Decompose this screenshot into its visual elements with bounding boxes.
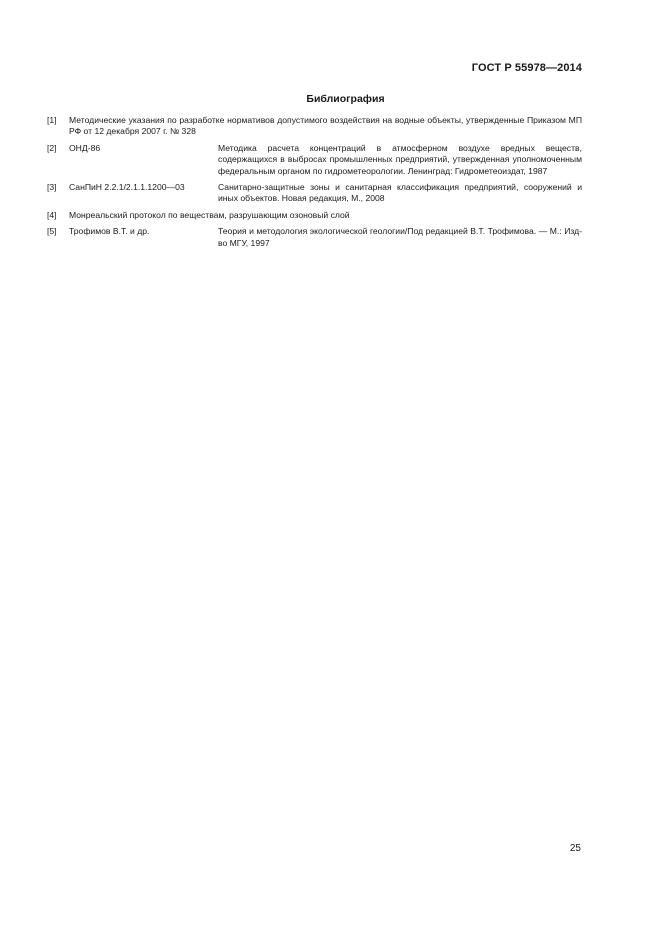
bibliography-item bbox=[47, 115, 582, 138]
reference-number: [4] bbox=[47, 209, 57, 220]
reference-number: [5] bbox=[47, 226, 57, 237]
standard-code: ГОСТ Р 55978—2014 bbox=[471, 62, 582, 74]
reference-number: [3] bbox=[47, 182, 57, 193]
reference-text: Монреальский протокол по веществам, разрушающим озоновый слой bbox=[69, 209, 350, 220]
reference-number: [2] bbox=[47, 142, 57, 153]
bibliography-item bbox=[47, 182, 582, 205]
bibliography-item bbox=[47, 143, 582, 177]
reference-number: [1] bbox=[47, 115, 57, 125]
page-title: Библиография bbox=[306, 93, 385, 105]
bibliography-item bbox=[47, 210, 582, 221]
bibliography-item bbox=[47, 226, 582, 249]
reference-author: СанПиН 2.2.1/2.1.1.1200—03 bbox=[69, 182, 185, 193]
reference-author: Трофимов В.Т. и др. bbox=[69, 226, 150, 237]
reference-author: ОНД-86 bbox=[69, 142, 101, 153]
reference-text: Санитарно-защитные зоны и санитарная классификация предприятий, сооружений и иных объектов. Новая редакция, М., 2008 bbox=[218, 182, 582, 204]
reference-text: Методические указания по разработке нормативов допустимого воздействия на водные объекты, утвержденные Приказом МП РФ от 12 декабря 2007 г. № 328 bbox=[69, 115, 582, 137]
page-number: 25 bbox=[569, 843, 581, 854]
bibliography-list bbox=[47, 115, 582, 254]
reference-text: Теория и методология экологической геологии/Под редакцией В.Т. Трофимова. — М.: Изд-во МГУ, 1997 bbox=[218, 226, 582, 248]
reference-text: Методика расчета концентраций в атмосферном воздухе вредных веществ, содержащихся в выбросах промышленных предприятий, утвержденная уполномоченным федеральным органом по гидрометеорологии. Ленинград: Гидрометеоиздат, 1987 bbox=[218, 142, 582, 176]
